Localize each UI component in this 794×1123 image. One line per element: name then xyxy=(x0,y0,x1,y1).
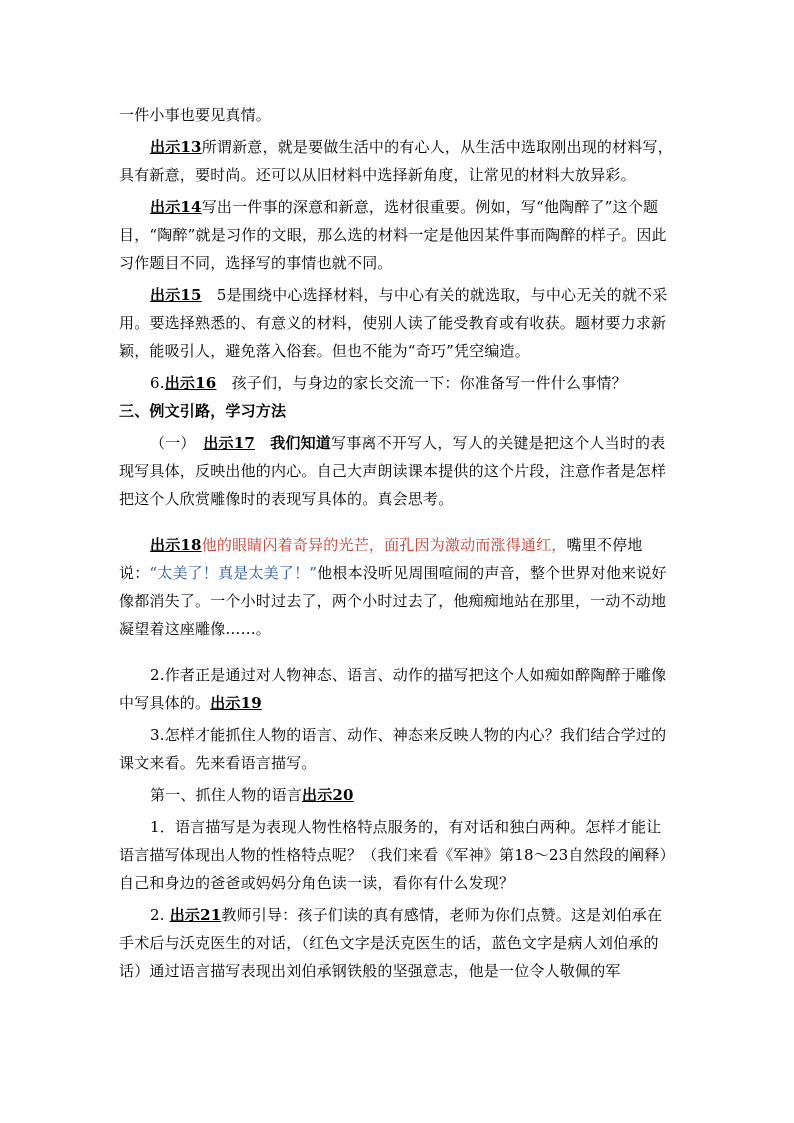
paragraph: 出示15 5是围绕中心选择材料，与中心有关的就选取，与中心无关的就不采用。要选择熟悉的、有意义的材料，使别人读了能受教育或有收获。题材要力求新颖，能吸引人，避免落入俗套。但也不能为“奇巧”凭空编造。 xyxy=(119,286,668,360)
show-slide-label: 出示16 xyxy=(164,374,217,392)
document-body xyxy=(119,101,675,985)
show-slide-label: 出示13 xyxy=(150,138,202,156)
show-slide-label: 出示14 xyxy=(150,198,202,216)
paragraph: 6.出示16 孩子们，与身边的家长交流一下：你准备写一件什么事情？ xyxy=(150,374,627,392)
paragraph: 出示14写出一件事的深意和新意，选材很重要。例如，写“他陶醉了”这个题目，“陶醉”就是习作的文眼，那么选的材料一定是他因某件事而陶醉的样子。因此习作题目不同，选择写的事情也就不同。 xyxy=(119,198,667,272)
paragraph: 第一、抓住人物的语言出示20 xyxy=(150,786,354,804)
show-slide-label: 出示15 xyxy=(150,286,202,304)
paragraph: 一件小事也要见真情。 xyxy=(119,106,272,124)
show-slide-label: 出示18 xyxy=(150,536,202,554)
blue-highlight: “太美了！真是太美了！” xyxy=(149,564,318,582)
show-slide-label: 出示20 xyxy=(302,786,354,804)
paragraph: 2.作者正是通过对人物神态、语言、动作的描写把这个人如痴如醉陶醉于雕像中写具体的。出示19 xyxy=(119,666,667,712)
show-slide-label: 出示17 xyxy=(203,434,255,452)
example-passage: 出示18他的眼睛闪着奇异的光芒，面孔因为激动而涨得通红，嘴里不停地说：“太美了！真是太美了！”他根本没听见周围喧闹的声音，整个世界对他来说好像都消失了。一个小时过去了，两个小时过去了，他痴痴地站在那里，一动不动地凝望着这座雕像……。 xyxy=(119,536,667,638)
paragraph: 1．语言描写是为表现人物性格特点服务的，有对话和独白两种。怎样才能让语言描写体现出人物的性格特点呢？（我们来看《军神》第18～23自然段的阐释）自己和身边的爸爸或妈妈分角色读一读，看你有什么发现？ xyxy=(119,818,675,892)
paragraph: 出示13所谓新意，就是要做生活中的有心人，从生活中选取刚出现的材料写，具有新意，要时尚。还可以从旧材料中选择新角度，让常见的材料大放异彩。 xyxy=(119,138,673,184)
paragraph: （一） 出示17 我们知道写事离不开写人，写人的关键是把这个人当时的表现写具体，反映出他的内心。自己大声朗读课本提供的这个片段，注意作者是怎样把这个人欣赏雕像时的表现写具体的。真会思考。 xyxy=(119,434,667,508)
red-highlight: 他的眼睛闪着奇异的光芒，面孔因为激动而涨得通红， xyxy=(201,536,567,554)
show-slide-label: 出示19 xyxy=(210,694,262,712)
paragraph: 3.怎样才能抓住人物的语言、动作、神态来反映人物的内心？我们结合学过的课文来看。先来看语言描写。 xyxy=(119,726,667,772)
paragraph: 2. 出示21教师引导：孩子们读的真有感情，老师为你们点赞。这是刘伯承在手术后与沃克医生的对话，（红色文字是沃克医生的话，蓝色文字是病人刘伯承的话）通过语言描写表现出刘伯承钢铁般的坚强意志，他是一位令人敬佩的军 xyxy=(119,906,663,980)
show-slide-label: 出示21 xyxy=(169,906,222,924)
section-heading: 三、例文引路，学习方法 xyxy=(119,402,287,420)
